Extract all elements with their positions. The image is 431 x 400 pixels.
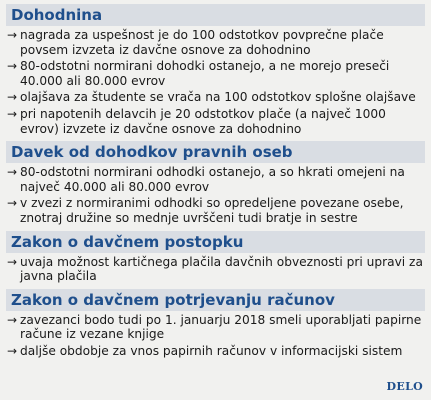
list-item [6, 313, 425, 342]
arrow-icon: → [7, 343, 18, 358]
item-text: uvaja možnost kartičnega plačila davčnih obveznosti pri upravi za javna plačila [20, 254, 423, 284]
section-title: Davek od dohodkov pravnih oseb [6, 141, 425, 163]
section-davcno-potrjevanje [6, 289, 425, 359]
list-item [6, 165, 425, 194]
section-davek-pravnih-oseb [6, 141, 425, 225]
arrow-icon: → [7, 28, 18, 42]
item-text: zavezanci bodo tudi po 1. januarju 2018 smeli uporabljati papirne račune iz vezane knjige [20, 312, 422, 342]
section-title: Zakon o davčnem postopku [6, 231, 425, 253]
item-text: nagrada za uspešnost je do 100 odstotkov povprečne plače povsem izvzeta iz davčne osnove za dohodnino [20, 28, 384, 57]
list-item [6, 107, 425, 136]
item-text: 80-odstotni normirani odhodki ostanejo, a so hkrati omejeni na največ 40.000 ali 80.000 evrov [20, 165, 405, 194]
list-item [6, 28, 425, 57]
item-text: olajšava za študente se vrača na 100 odstotkov splošne olajšave [20, 90, 416, 105]
arrow-icon: → [7, 165, 18, 180]
arrow-icon: → [7, 312, 18, 327]
list-item [6, 255, 425, 284]
item-text: pri napotenih delavcih je 20 odstotkov plače (a največ 1000 evrov) izvzete iz davčne osnove za dohodnino [20, 106, 386, 136]
delo-logo: DELO [386, 380, 423, 393]
item-list [6, 313, 425, 359]
item-text: v zvezi z normiranimi odhodki so opredeljene povezane osebe, znotraj družine so mednje uvrščeni tudi bratje in sestre [20, 196, 404, 225]
arrow-icon: → [7, 90, 18, 105]
arrow-icon: → [7, 106, 18, 121]
list-item [6, 196, 425, 225]
arrow-icon: → [7, 196, 18, 211]
item-list [6, 165, 425, 225]
arrow-icon: → [7, 254, 18, 269]
arrow-icon: → [7, 59, 18, 74]
item-list [6, 28, 425, 136]
section-dohodnina [6, 4, 425, 136]
list-item [6, 344, 425, 359]
item-text: 80-odstotni normirani dohodki ostanejo, a ne morejo preseči 40.000 ali 80.000 evrov [20, 59, 390, 88]
list-item [6, 59, 425, 88]
section-title: Zakon o davčnem potrjevanju računov [6, 289, 425, 311]
section-title: Dohodnina [6, 4, 425, 26]
section-davcni-postopek [6, 231, 425, 284]
list-item [6, 90, 425, 105]
item-text: daljše obdobje za vnos papirnih računov v informacijski sistem [20, 343, 403, 358]
item-list [6, 255, 425, 284]
